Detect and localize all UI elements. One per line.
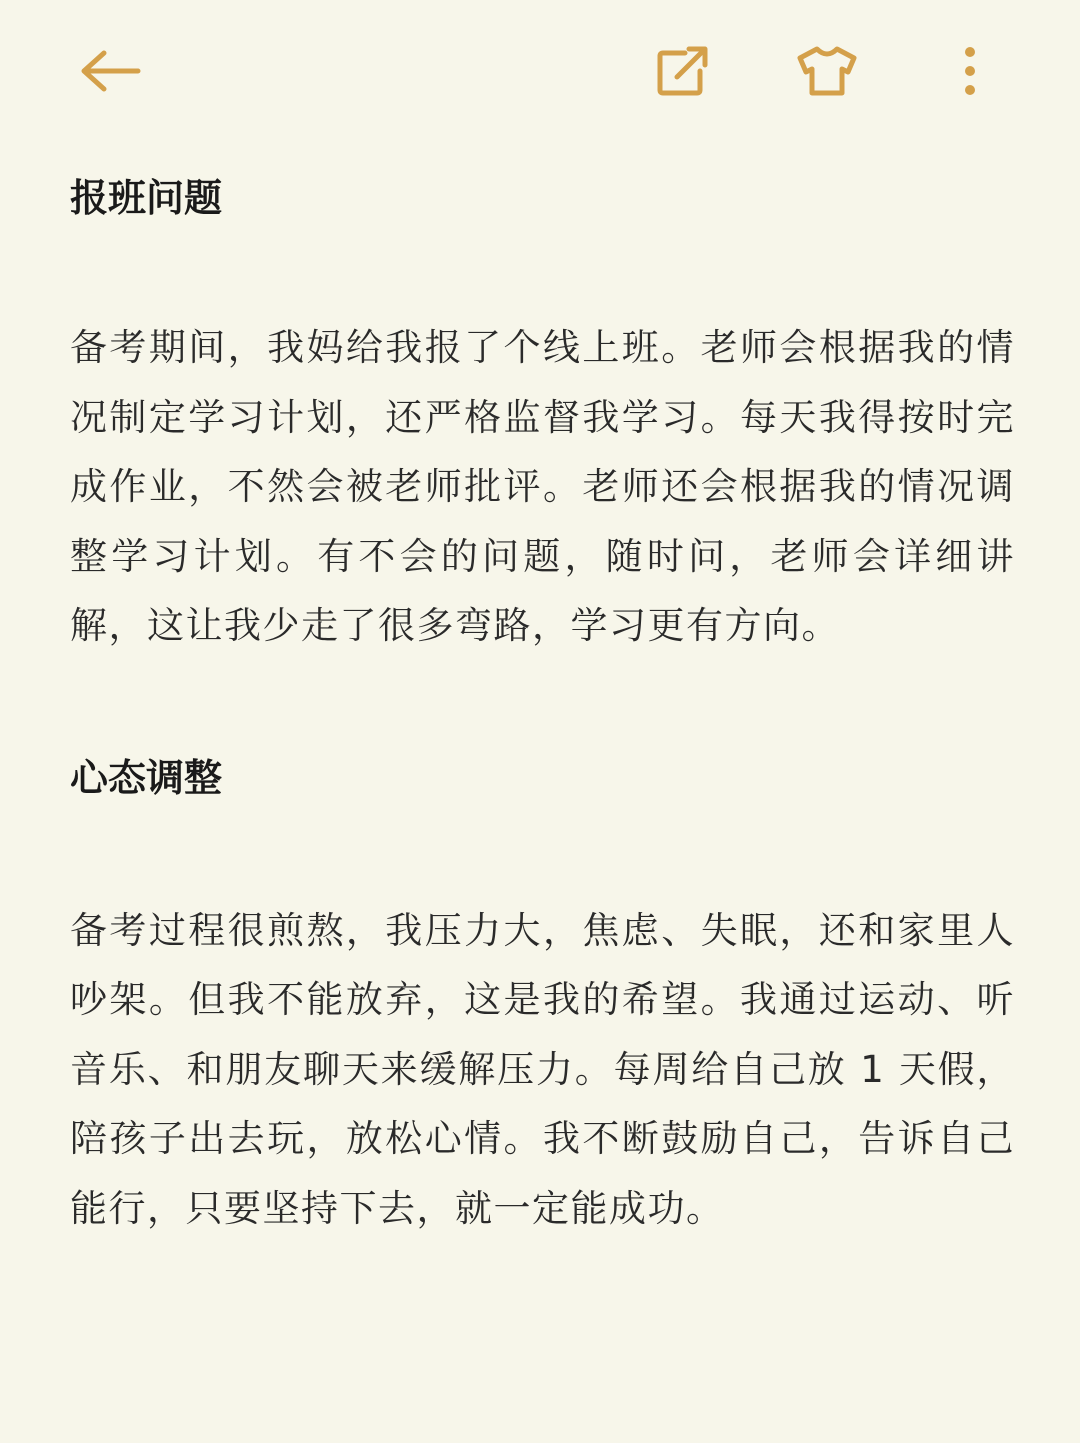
top-toolbar bbox=[0, 0, 1080, 140]
theme-button[interactable] bbox=[790, 38, 864, 104]
section-heading-mindset: 心态调整 bbox=[70, 755, 223, 800]
share-button[interactable] bbox=[648, 38, 718, 104]
more-button[interactable] bbox=[940, 38, 1000, 104]
more-vertical-icon bbox=[963, 45, 977, 97]
article-content bbox=[70, 168, 1015, 1243]
back-button[interactable] bbox=[70, 38, 150, 104]
section-heading-class-enrollment: 报班问题 bbox=[70, 176, 223, 220]
section-body-mindset: 备考过程很煎熬，我压力大，焦虑、失眠，还和家里人吵架。但我不能放弃，这是我的希望。我通过运动、听音乐、和朋友聊天来缓解压力。每周给自己放 1 天假，陪孩子出去玩，放松心情。我不断鼓励自己，告诉自己能行，只要坚持下去，就一定能成功。 bbox=[70, 908, 1015, 1230]
arrow-left-icon bbox=[78, 49, 142, 93]
section-body-class-enrollment: 备考期间，我妈给我报了个线上班。老师会根据我的情况制定学习计划，还严格监督我学习。每天我得按时完成作业，不然会被老师批评。老师还会根据我的情况调整学习计划。有不会的问题，随时问，老师会详细讲解，这让我少走了很多弯路，学习更有方向。 bbox=[70, 326, 1015, 647]
tshirt-icon bbox=[796, 45, 858, 97]
share-external-icon bbox=[655, 45, 711, 97]
